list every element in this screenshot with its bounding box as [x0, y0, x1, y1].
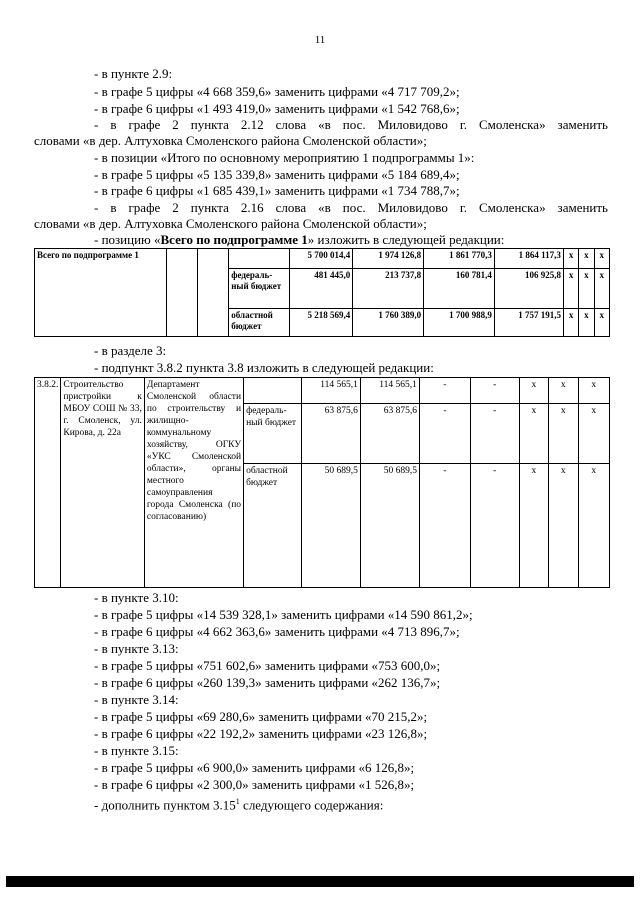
- source-cell: областной бюджет: [229, 309, 289, 337]
- text-line: - в графе 5 цифры «14 539 328,1» заменить цифрами «14 590 861,2»;: [94, 607, 473, 622]
- table-row: [35, 378, 610, 404]
- dash-cell: -: [470, 378, 519, 404]
- source-cell: областной бюджет: [244, 464, 302, 588]
- value-cell: 50 689,5: [301, 464, 360, 588]
- superscript: 1: [235, 797, 240, 806]
- text-line: - в позиции «Итого по основному мероприятию 1 подпрограммы 1»:: [94, 150, 475, 165]
- value-cell: 213 737,8: [353, 269, 424, 309]
- text-line: - подпункт 3.8.2 пункта 3.8 изложить в следующей редакции:: [94, 360, 434, 375]
- value-cell: 1 700 988,9: [424, 309, 495, 337]
- x-cell: x: [594, 269, 609, 309]
- total-subprogram-table: [34, 248, 610, 337]
- x-cell: x: [594, 249, 609, 269]
- x-cell: x: [578, 464, 609, 588]
- x-cell: x: [578, 404, 609, 464]
- text-line: - в графе 5 цифры «5 135 339,8» заменить цифрами «5 184 689,4»;: [94, 167, 460, 182]
- x-cell: x: [519, 378, 548, 404]
- text-line: - в графе 6 цифры «260 139,3» заменить цифрами «262 136,7»;: [94, 675, 441, 690]
- last-line: [94, 794, 383, 813]
- value-cell: 114 565,1: [360, 378, 419, 404]
- x-cell: x: [563, 249, 578, 269]
- value-cell: 50 689,5: [360, 464, 419, 588]
- text-line: - в графе 5 цифры «69 280,6» заменить цифрами «70 215,2»;: [94, 709, 428, 724]
- dash-cell: -: [419, 404, 470, 464]
- scan-edge-bar: [6, 876, 634, 887]
- text-line: - в графе 2 пункта 2.12 слова «в пос. Миловидово г. Смоленска» заменить: [94, 117, 608, 132]
- page-number: 11: [314, 34, 326, 46]
- value-cell: 63 875,6: [301, 404, 360, 464]
- text-line: - в графе 6 цифры «1 685 439,1» заменить цифрами «1 734 788,7»;: [94, 183, 460, 198]
- value-cell: 160 781,4: [424, 269, 495, 309]
- x-cell: x: [563, 269, 578, 309]
- empty-cell: [167, 249, 198, 337]
- x-cell: x: [549, 464, 578, 588]
- intro-line: [94, 232, 504, 248]
- value-cell: 5 700 014,4: [289, 249, 353, 269]
- item-3-8-2-table: [34, 377, 610, 588]
- text-line: словами «в дер. Алтуховка Смоленского района Смоленской области»;: [34, 133, 427, 148]
- x-cell: x: [519, 464, 548, 588]
- x-cell: x: [519, 404, 548, 464]
- last-line-prefix: - дополнить пунктом 3.15: [94, 797, 236, 813]
- source-cell: федераль-ный бюджет: [229, 269, 289, 309]
- x-cell: x: [579, 309, 594, 337]
- text-line: - в графе 5 цифры «4 668 359,6» заменить цифрами «4 717 709,2»;: [94, 84, 460, 99]
- source-cell: [229, 249, 289, 269]
- intro-bold: Всего по подпрограмме 1: [160, 232, 308, 247]
- text-line: - в графе 2 пункта 2.16 слова «в пос. Миловидово г. Смоленска» заменить: [94, 200, 608, 215]
- row-label: Всего по подпрограмме 1: [35, 249, 167, 337]
- x-cell: x: [579, 249, 594, 269]
- intro-prefix: - позицию «: [94, 232, 161, 247]
- text-line: - в графе 5 цифры «751 602,6» заменить цифрами «753 600,0»;: [94, 658, 441, 673]
- item-executor: Департамент Смоленской области по строительству и жилищно-коммунальному хозяйству, ОГКУ «УКС Смоленской области», органы местного самоуправления города Смоленска (по согласованию): [144, 378, 243, 588]
- empty-cell: [198, 249, 229, 337]
- value-cell: 1 974 126,8: [353, 249, 424, 269]
- text-line: - в пункте 3.10:: [94, 590, 179, 605]
- x-cell: x: [578, 378, 609, 404]
- source-cell: федераль-ный бюджет: [244, 404, 302, 464]
- value-cell: 1 757 191,5: [494, 309, 563, 337]
- item-number: 3.8.2.: [35, 378, 61, 588]
- dash-cell: -: [419, 378, 470, 404]
- text-line: - в графе 5 цифры «6 900,0» заменить цифрами «6 126,8»;: [94, 760, 415, 775]
- text-line: - в разделе 3:: [94, 343, 167, 358]
- value-cell: 481 445,0: [289, 269, 353, 309]
- value-cell: 1 864 117,3: [494, 249, 563, 269]
- value-cell: 63 875,6: [360, 404, 419, 464]
- value-cell: 106 925,8: [494, 269, 563, 309]
- value-cell: 114 565,1: [301, 378, 360, 404]
- text-line: - в графе 6 цифры «2 300,0» заменить цифрами «1 526,8»;: [94, 777, 415, 792]
- text-line: - в графе 6 цифры «4 662 363,6» заменить цифрами «4 713 896,7»;: [94, 624, 460, 639]
- x-cell: x: [549, 378, 578, 404]
- text-line: - в пункте 2.9:: [94, 66, 173, 81]
- dash-cell: -: [419, 464, 470, 588]
- x-cell: x: [563, 309, 578, 337]
- text-line: словами «в дер. Алтуховка Смоленского района Смоленской области»;: [34, 216, 427, 231]
- value-cell: 5 218 569,4: [289, 309, 353, 337]
- text-line: - в графе 6 цифры «1 493 419,0» заменить цифрами «1 542 768,6»;: [94, 101, 460, 116]
- text-line: - в пункте 3.14:: [94, 692, 179, 707]
- x-cell: x: [594, 309, 609, 337]
- value-cell: 1 760 389,0: [353, 309, 424, 337]
- dash-cell: -: [470, 464, 519, 588]
- table-row: [35, 249, 610, 269]
- last-line-suffix: следующего содержания:: [239, 797, 384, 813]
- value-cell: 1 861 770,3: [424, 249, 495, 269]
- source-cell: [244, 378, 302, 404]
- text-line: - в пункте 3.15:: [94, 743, 179, 758]
- x-cell: x: [579, 269, 594, 309]
- x-cell: x: [549, 404, 578, 464]
- dash-cell: -: [470, 404, 519, 464]
- text-line: - в пункте 3.13:: [94, 641, 179, 656]
- item-name: Строительство пристройки к МБОУ СОШ № 33, г. Смоленск, ул. Кирова, д. 22а: [61, 378, 144, 588]
- intro-suffix: » изложить в следующей редакции:: [307, 232, 505, 247]
- text-line: - в графе 6 цифры «22 192,2» заменить цифрами «23 126,8»;: [94, 726, 428, 741]
